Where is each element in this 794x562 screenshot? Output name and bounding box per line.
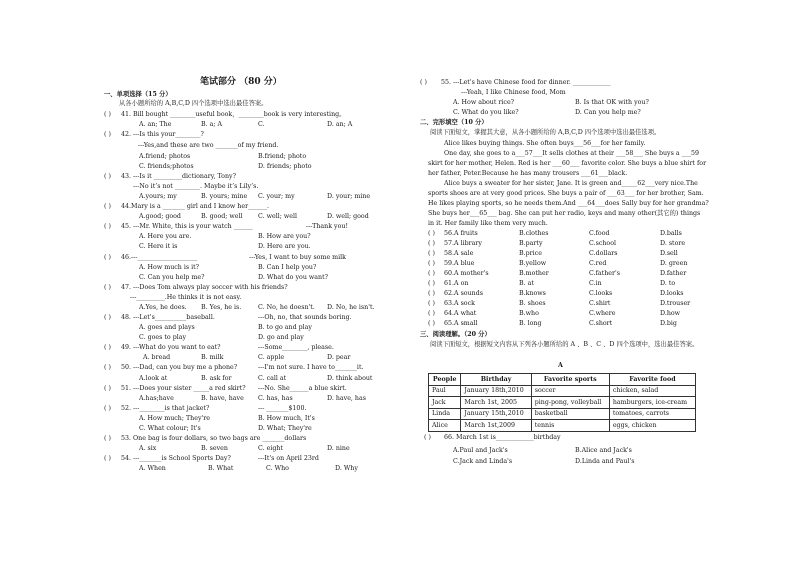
passage-line: Alice likes buying things. She often buys___56___for her family. [444, 140, 646, 147]
option-c: C.short [589, 320, 613, 327]
answer-blank[interactable]: ( ) [104, 344, 111, 351]
option-d: D.looks [660, 290, 684, 297]
option-c: C.looks [589, 290, 613, 297]
option-a: A. How much is it? [139, 264, 200, 271]
answer-blank[interactable]: ( ) [428, 260, 435, 267]
answer-blank[interactable]: ( ) [428, 270, 435, 277]
section3-instructions: 阅读下面短文，根据短文内容从下列各小题所给的 A 、B 、C 、D 四个选项中，选出最佳答案。 [430, 341, 699, 348]
dialogue-reply: ---No. She______a blue skirt. [258, 385, 347, 392]
dialogue-line: ---_________.He thinks it is not easy. [130, 294, 242, 301]
option-b: B. seven [201, 445, 228, 452]
option-b: B. shoes [519, 300, 546, 307]
passage-line: Alice buys a sweater for her sister, Jane. It is green and_____62___very nice.The [444, 180, 698, 187]
question-stem: 43. ---Is it _________dictionary, Tony? [121, 173, 236, 180]
option-b: B. good; well [201, 213, 243, 220]
option-d: D. Why [335, 465, 358, 472]
option-b: B. a; A [201, 121, 223, 128]
option-c: C. What do you like? [453, 109, 519, 116]
answer-blank[interactable]: ( ) [428, 310, 435, 317]
column-header: Birthday [461, 374, 531, 386]
option-c: C. has, has [258, 395, 293, 402]
passage-line: One day, she goes to a___57___It sells clothes at their ___58___ She buys a ___59 [444, 150, 700, 157]
table-cell: March 1st,2009 [461, 420, 531, 432]
dialogue-reply: ---It's on April 23rd [258, 455, 319, 462]
option-b: B. at [519, 280, 534, 287]
section1-instructions: 从各小题所给的 A,B,C,D 四个选项中选出最佳答案。 [119, 100, 268, 107]
option-b: B.knows [519, 290, 546, 297]
option-b: B. have, have [201, 395, 244, 402]
option-a: A.look at [139, 375, 168, 382]
option-b: B. Can I help you? [258, 264, 317, 271]
section2-header: 二、完形填空（10 分） [420, 119, 488, 126]
option-a: A. six [139, 445, 157, 452]
option-a: 56.A fruits [444, 230, 478, 237]
option-b: B.Alice and Jack's [575, 447, 632, 454]
answer-blank[interactable]: ( ) [104, 435, 111, 442]
answer-blank[interactable]: ( ) [104, 111, 111, 118]
info-table [428, 373, 696, 432]
option-a: 64.A what [444, 310, 477, 317]
option-d: D. What; They're [258, 425, 312, 432]
option-b: B.mother [519, 270, 549, 277]
dialogue-line: ---No it’s not ________. Maybe it’s Lily’s. [133, 183, 259, 190]
option-c: C.red [589, 260, 607, 267]
answer-blank[interactable]: ( ) [104, 203, 111, 210]
option-a: 61.A on [444, 280, 469, 287]
dialogue-reply: ---Some________, please. [258, 344, 334, 351]
table-cell: hamburgers, ice-cream [609, 397, 695, 409]
answer-blank[interactable]: ( ) [104, 284, 111, 291]
dialogue-reply: --- _______$100. [258, 405, 307, 412]
option-a: A. Here you are. [139, 233, 192, 240]
option-c: C. call at [258, 375, 287, 382]
question-stem: 46.---___________________ [121, 254, 198, 261]
option-b: B. to go and play [258, 324, 312, 331]
option-c: C. well; well [258, 213, 298, 220]
option-d: D.big [660, 320, 677, 327]
option-d: D.father [660, 270, 687, 277]
option-d: D.Linda and Paul's [575, 458, 635, 465]
table-cell: eggs, chicken [609, 420, 695, 432]
passage-line: He likes playing sports, so he needs them.And ___64___does Sally buy for her grandma? [428, 200, 709, 207]
option-d: D. nine [327, 445, 350, 452]
table-cell: January 15th,2010 [461, 408, 531, 420]
option-b: B. ask for [201, 375, 232, 382]
option-c: C.dollars [589, 250, 618, 257]
option-a: A.good; good [139, 213, 181, 220]
option-a: A.Yes, he does. [139, 304, 187, 311]
option-b: B. How much, It's [258, 415, 315, 422]
answer-blank[interactable]: ( ) [104, 173, 111, 180]
question-stem: 66. March 1st is____________birthday [444, 434, 561, 441]
option-a: 59.A blue [444, 260, 475, 267]
table-cell: chicken, salad [609, 385, 695, 397]
option-b: B. long [519, 320, 542, 327]
option-b: B. Yes, he is. [201, 304, 242, 311]
table-row [429, 385, 696, 397]
option-d: D.balls [660, 230, 682, 237]
option-c: C.food [589, 230, 610, 237]
option-c: C. Who [266, 465, 289, 472]
option-c: C. Here it is [139, 243, 178, 250]
section2-instructions: 阅读下面短文，掌握其大意，从各小题所给的 A,B,C,D 四个选项中选出最佳选项。 [430, 129, 661, 136]
passage-line: She buys her___65___ bag. She can put her radio, keys and many other(其它的) things [428, 210, 701, 217]
question-stem: 44.Mary is a _______ girl and I know her______. [121, 203, 269, 210]
table-cell: tennis [531, 420, 609, 432]
question-stem: 49. ---What do you want to eat? [121, 344, 221, 351]
option-b: B. What [208, 465, 234, 472]
option-c: C.where [589, 310, 616, 317]
answer-blank[interactable]: ( ) [428, 280, 435, 287]
dialogue-reply: ---Thank you! [306, 223, 348, 230]
option-b: B. yours; mine [201, 193, 248, 200]
option-d: D.sell [660, 250, 678, 257]
option-c: C.shirt [589, 300, 611, 307]
table-cell: basketball [531, 408, 609, 420]
answer-blank[interactable]: ( ) [428, 320, 435, 327]
answer-blank[interactable]: ( ) [428, 300, 435, 307]
option-c: C. No, he doesn't. [258, 304, 315, 311]
option-d: D. well; good [327, 213, 369, 220]
question-stem: 41. Bill bought ________useful book，________book is very interesting。 [121, 111, 346, 118]
option-d: D. No, he isn't. [327, 304, 375, 311]
option-d: D. store [660, 240, 686, 247]
option-a: A. goes and plays [139, 324, 195, 331]
option-b: B.clothes [519, 230, 549, 237]
answer-blank[interactable]: ( ) [104, 254, 111, 261]
question-stem: 48. ---Let's__________baseball. [121, 314, 215, 321]
dialogue-line: ---Yes,and these are two _______of my friend. [138, 142, 279, 149]
answer-blank[interactable]: ( ) [428, 240, 435, 247]
option-a: A.Paul and Jack's [453, 447, 508, 454]
question-stem: 54. ---_______is School Sports Day? [121, 455, 231, 462]
option-b: B.price [519, 250, 542, 257]
dialogue-line: ---Yeah, I like Chinese food, Mom [461, 89, 566, 96]
option-c: C.Jack and Linda's [453, 458, 513, 465]
option-d: D. your; mine [327, 193, 371, 200]
option-c: C. [258, 121, 265, 128]
answer-blank[interactable]: ( ) [104, 405, 111, 412]
table-row [429, 397, 696, 409]
passage-label: A [558, 362, 563, 369]
table-cell: January 18th,2010 [461, 385, 531, 397]
section1-header: 一、单项选择（15 分） [104, 91, 172, 98]
answer-blank[interactable]: ( ) [104, 131, 111, 138]
option-c: C. Can you help me? [139, 274, 205, 281]
question-stem: 51. ---Does your sister _____a red skirt? [121, 385, 246, 392]
column-header: Favorite food [609, 374, 695, 386]
answer-blank[interactable]: ( ) [104, 455, 111, 462]
option-d: D. go and play [258, 334, 304, 341]
section3-header: 三、阅读理解。（20 分） [420, 331, 491, 338]
option-b: B.friend; photo [258, 153, 307, 160]
option-c: C. eight [258, 445, 283, 452]
option-c: C. goes to play [139, 334, 187, 341]
table-cell: soccer [531, 385, 609, 397]
answer-blank[interactable]: ( ) [428, 250, 435, 257]
column-header: Favorite sports [531, 374, 609, 386]
passage-line: sports shoes are at very good prices. She buys a pair of ___63___ for her brother, Sam. [428, 190, 704, 197]
answer-blank[interactable]: ( ) [104, 364, 111, 371]
answer-blank[interactable]: ( ) [104, 223, 111, 230]
answer-blank[interactable]: ( ) [104, 385, 111, 392]
option-d: D. Can you help me? [575, 109, 641, 116]
answer-blank[interactable]: ( ) [424, 434, 431, 441]
option-d: D. have, has [327, 395, 366, 402]
option-a: 63.A sock [444, 300, 475, 307]
option-a: A. When [139, 465, 166, 472]
option-c: C. friends;photos [139, 163, 194, 170]
table-cell: March 1st, 2005 [461, 397, 531, 409]
dialogue-reply: ---I'm not sure. I have to_______it. [258, 364, 364, 371]
table-cell: Jack [429, 397, 461, 409]
table-cell: Alice [429, 420, 461, 432]
passage-line: in it. Her family like them very much. [428, 220, 548, 227]
column-header: People [429, 374, 461, 386]
option-b: B.yellow [519, 260, 547, 267]
option-a: 57.A library [444, 240, 482, 247]
question-stem: 47. ---Does Tom always play soccer with his friends? [121, 284, 288, 291]
answer-blank[interactable]: ( ) [420, 79, 427, 86]
option-b: B.party [519, 240, 543, 247]
option-a: 58.A sale [444, 250, 474, 257]
option-c: C. apple [258, 354, 285, 361]
option-a: 60.A mother's [444, 270, 489, 277]
question-stem: 55. ---Let's have Chinese food for dinner. ____________ [441, 79, 611, 86]
option-a: A. an; The [139, 121, 172, 128]
option-b: B.who [519, 310, 539, 317]
option-a: A.friend; photos [139, 153, 191, 160]
table-header-row [429, 374, 696, 386]
option-a: A.has;have [139, 395, 174, 402]
option-b: B. milk [201, 354, 224, 361]
dialogue-reply: ---Yes, I want to buy some milk [249, 254, 346, 261]
table-row [429, 420, 696, 432]
question-stem: 45. ---Mr. White, this is your watch ______ [121, 223, 253, 230]
option-a: 62.A sounds [444, 290, 483, 297]
question-stem: 52. ---________is that jacket? [121, 405, 210, 412]
question-stem: 42. ---Is this your________? [121, 131, 204, 138]
option-d: D. think about [327, 375, 373, 382]
passage-line: her father, Peter.Because he has many trousers ___61___black. [428, 170, 628, 177]
exam-title: 笔试部分 （80 分） [200, 77, 282, 87]
answer-blank[interactable]: ( ) [104, 314, 111, 321]
option-c: C. your; my [258, 193, 295, 200]
option-b: B. How are you? [258, 233, 311, 240]
question-stem: 53. One bag is four dollars, so two bags are _______dollars [121, 435, 307, 442]
option-c: C.school [589, 240, 617, 247]
option-d: D. What do you want? [258, 274, 328, 281]
table-cell: ping-pong, volleyball [531, 397, 609, 409]
option-d: D. green [660, 260, 688, 267]
option-d: D. friends; photo [258, 163, 312, 170]
option-a: A. bread [143, 354, 171, 361]
option-c: C.in [589, 280, 602, 287]
answer-blank[interactable]: ( ) [428, 230, 435, 237]
dialogue-reply: ---Oh, no, that sounds boring. [258, 314, 352, 321]
option-b: B. Is that OK with you? [575, 99, 649, 106]
option-c: C. What colour; It's [139, 425, 201, 432]
option-a: A.yours; my [139, 193, 177, 200]
option-d: D. pear [327, 354, 351, 361]
option-d: D. to [660, 280, 676, 287]
table-cell: Linda [429, 408, 461, 420]
passage-line: skirt for her mother, Helen. Red is her ___60___ favorite color. She buys a blue shirt for [428, 160, 707, 167]
table-row [429, 408, 696, 420]
option-d: D. an; A [327, 121, 353, 128]
table-cell: Paul [429, 385, 461, 397]
answer-blank[interactable]: ( ) [428, 290, 435, 297]
option-a: A. How much; They're [139, 415, 210, 422]
question-stem: 50. ---Dad, can you buy me a phone? [121, 364, 238, 371]
option-a: A. How about rice? [453, 99, 515, 106]
option-d: D.how [660, 310, 681, 317]
option-d: D. Here are you. [258, 243, 311, 250]
option-a: 65.A small [444, 320, 478, 327]
option-c: C.father's [589, 270, 620, 277]
option-d: D.trouser [660, 300, 691, 307]
table-cell: tomatoes, carrots [609, 408, 695, 420]
